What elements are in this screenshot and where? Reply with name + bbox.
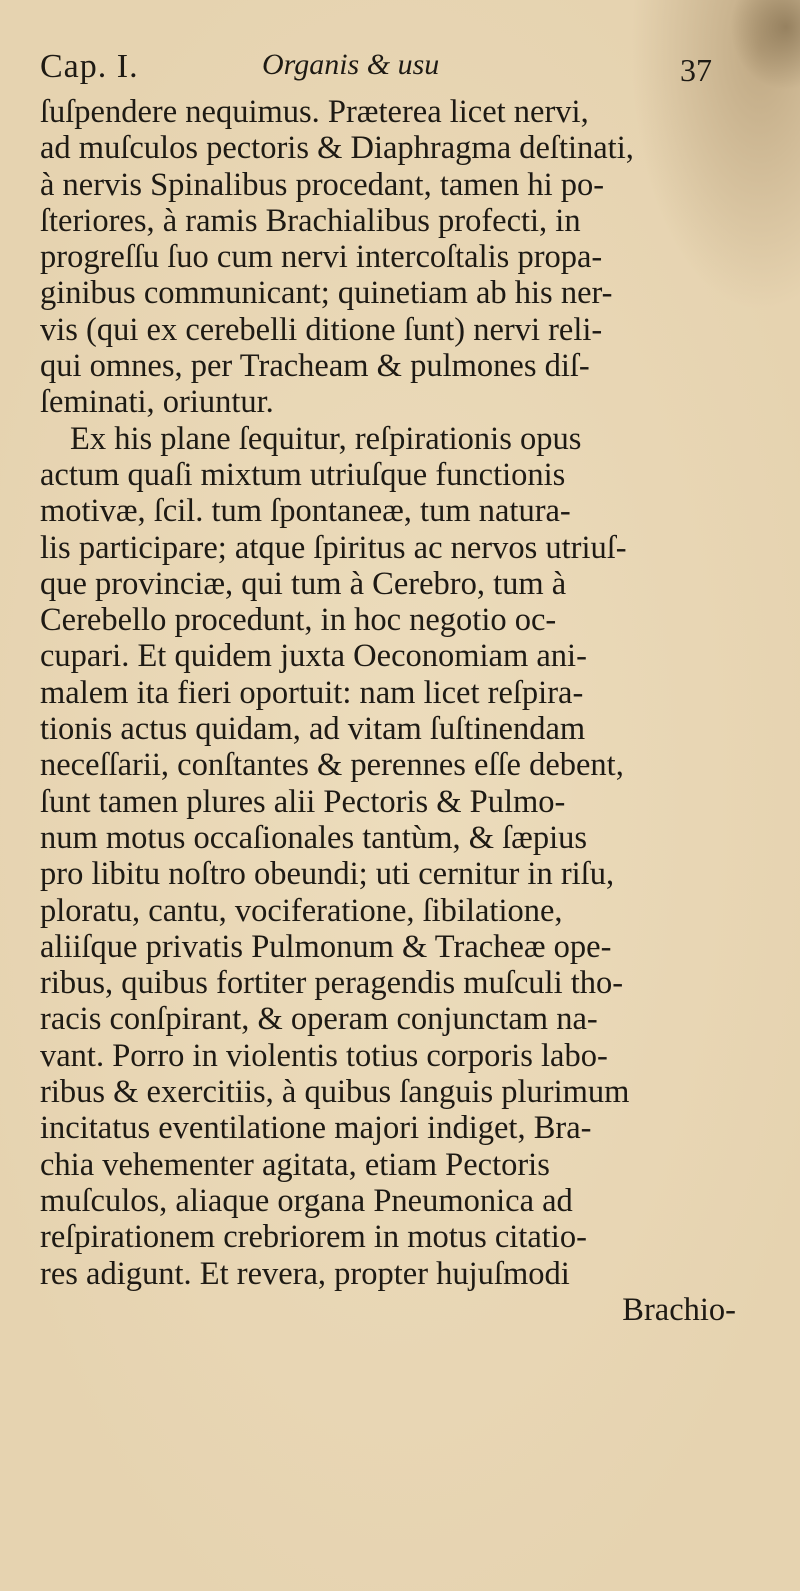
text-line: vant. Porro in violentis totius corporis labo- — [40, 1037, 608, 1074]
text-line: ribus & exercitiis, à quibus ſanguis plurimum — [40, 1074, 630, 1111]
catchword: Brachio- — [622, 1291, 736, 1328]
text-line: ginibus communicant; quinetiam ab his ner- — [40, 275, 613, 312]
text-line: aliiſque privatis Pulmonum & Tracheæ ope- — [40, 928, 612, 965]
text-line: Cerebello procedunt, in hoc negotio oc- — [40, 602, 557, 639]
text-line: que provinciæ, qui tum à Cerebro, tum à — [40, 565, 567, 602]
text-line: res adigunt. Et revera, propter hujuſmodi — [40, 1255, 570, 1292]
text-line: num motus occaſionales tantùm, & ſæpius — [40, 819, 588, 856]
text-line: chia vehementer agitata, etiam Pectoris — [40, 1146, 550, 1183]
running-header — [40, 42, 712, 88]
text-line: ſteriores, à ramis Brachialibus profecti, in — [40, 202, 581, 239]
text-line: lis participare; atque ſpiritus ac nervos utriuſ- — [40, 529, 627, 566]
text-line: ſunt tamen plures alii Pectoris & Pulmo- — [40, 783, 566, 820]
text-line: reſpirationem crebriorem in motus citatio- — [40, 1219, 587, 1256]
text-line: malem ita fieri oportuit: nam licet reſpira- — [40, 674, 584, 711]
text-line: ad muſculos pectoris & Diaphragma deſtinati, — [40, 130, 634, 167]
chapter-label: Cap. I. — [40, 48, 139, 85]
text-line: incitatus eventilatione majori indiget, Bra- — [40, 1110, 592, 1147]
text-line: pro libitu noſtro obeundi; uti cernitur in riſu, — [40, 856, 615, 893]
text-line: Ex his plane ſequitur, reſpirationis opus — [70, 420, 582, 457]
text-line: muſculos, aliaque organa Pneumonica ad — [40, 1182, 573, 1219]
running-title: Organis & usu — [262, 48, 440, 81]
text-line: tionis actus quidam, ad vitam ſuſtinendam — [40, 711, 586, 748]
body-text — [40, 94, 740, 1328]
text-line: cupari. Et quidem juxta Oeconomiam ani- — [40, 638, 587, 675]
text-line: ſuſpendere nequimus. Præterea licet nervi, — [40, 94, 589, 130]
page-stain — [730, 0, 800, 90]
text-line: neceſſarii, conſtantes & perennes eſſe debent, — [40, 747, 624, 784]
page-number: 37 — [680, 52, 712, 88]
text-line: progreſſu ſuo cum nervi intercoſtalis propa- — [40, 239, 603, 276]
text-line: racis conſpirant, & operam conjunctam na- — [40, 1001, 598, 1038]
text-line: motivæ, ſcil. tum ſpontaneæ, tum natura- — [40, 493, 571, 530]
text-line: ploratu, cantu, vociferatione, ſibilatione, — [40, 892, 563, 929]
text-line: à nervis Spinalibus procedant, tamen hi po- — [40, 166, 605, 203]
text-line: qui omnes, per Tracheam & pulmones diſ- — [40, 348, 590, 385]
text-line: actum quaſi mixtum utriuſque functionis — [40, 456, 566, 493]
text-line: ſeminati, oriuntur. — [40, 384, 274, 421]
text-line: ribus, quibus fortiter peragendis muſculi tho- — [40, 965, 624, 1002]
text-line: vis (qui ex cerebelli ditione ſunt) nervi reli- — [40, 311, 603, 348]
